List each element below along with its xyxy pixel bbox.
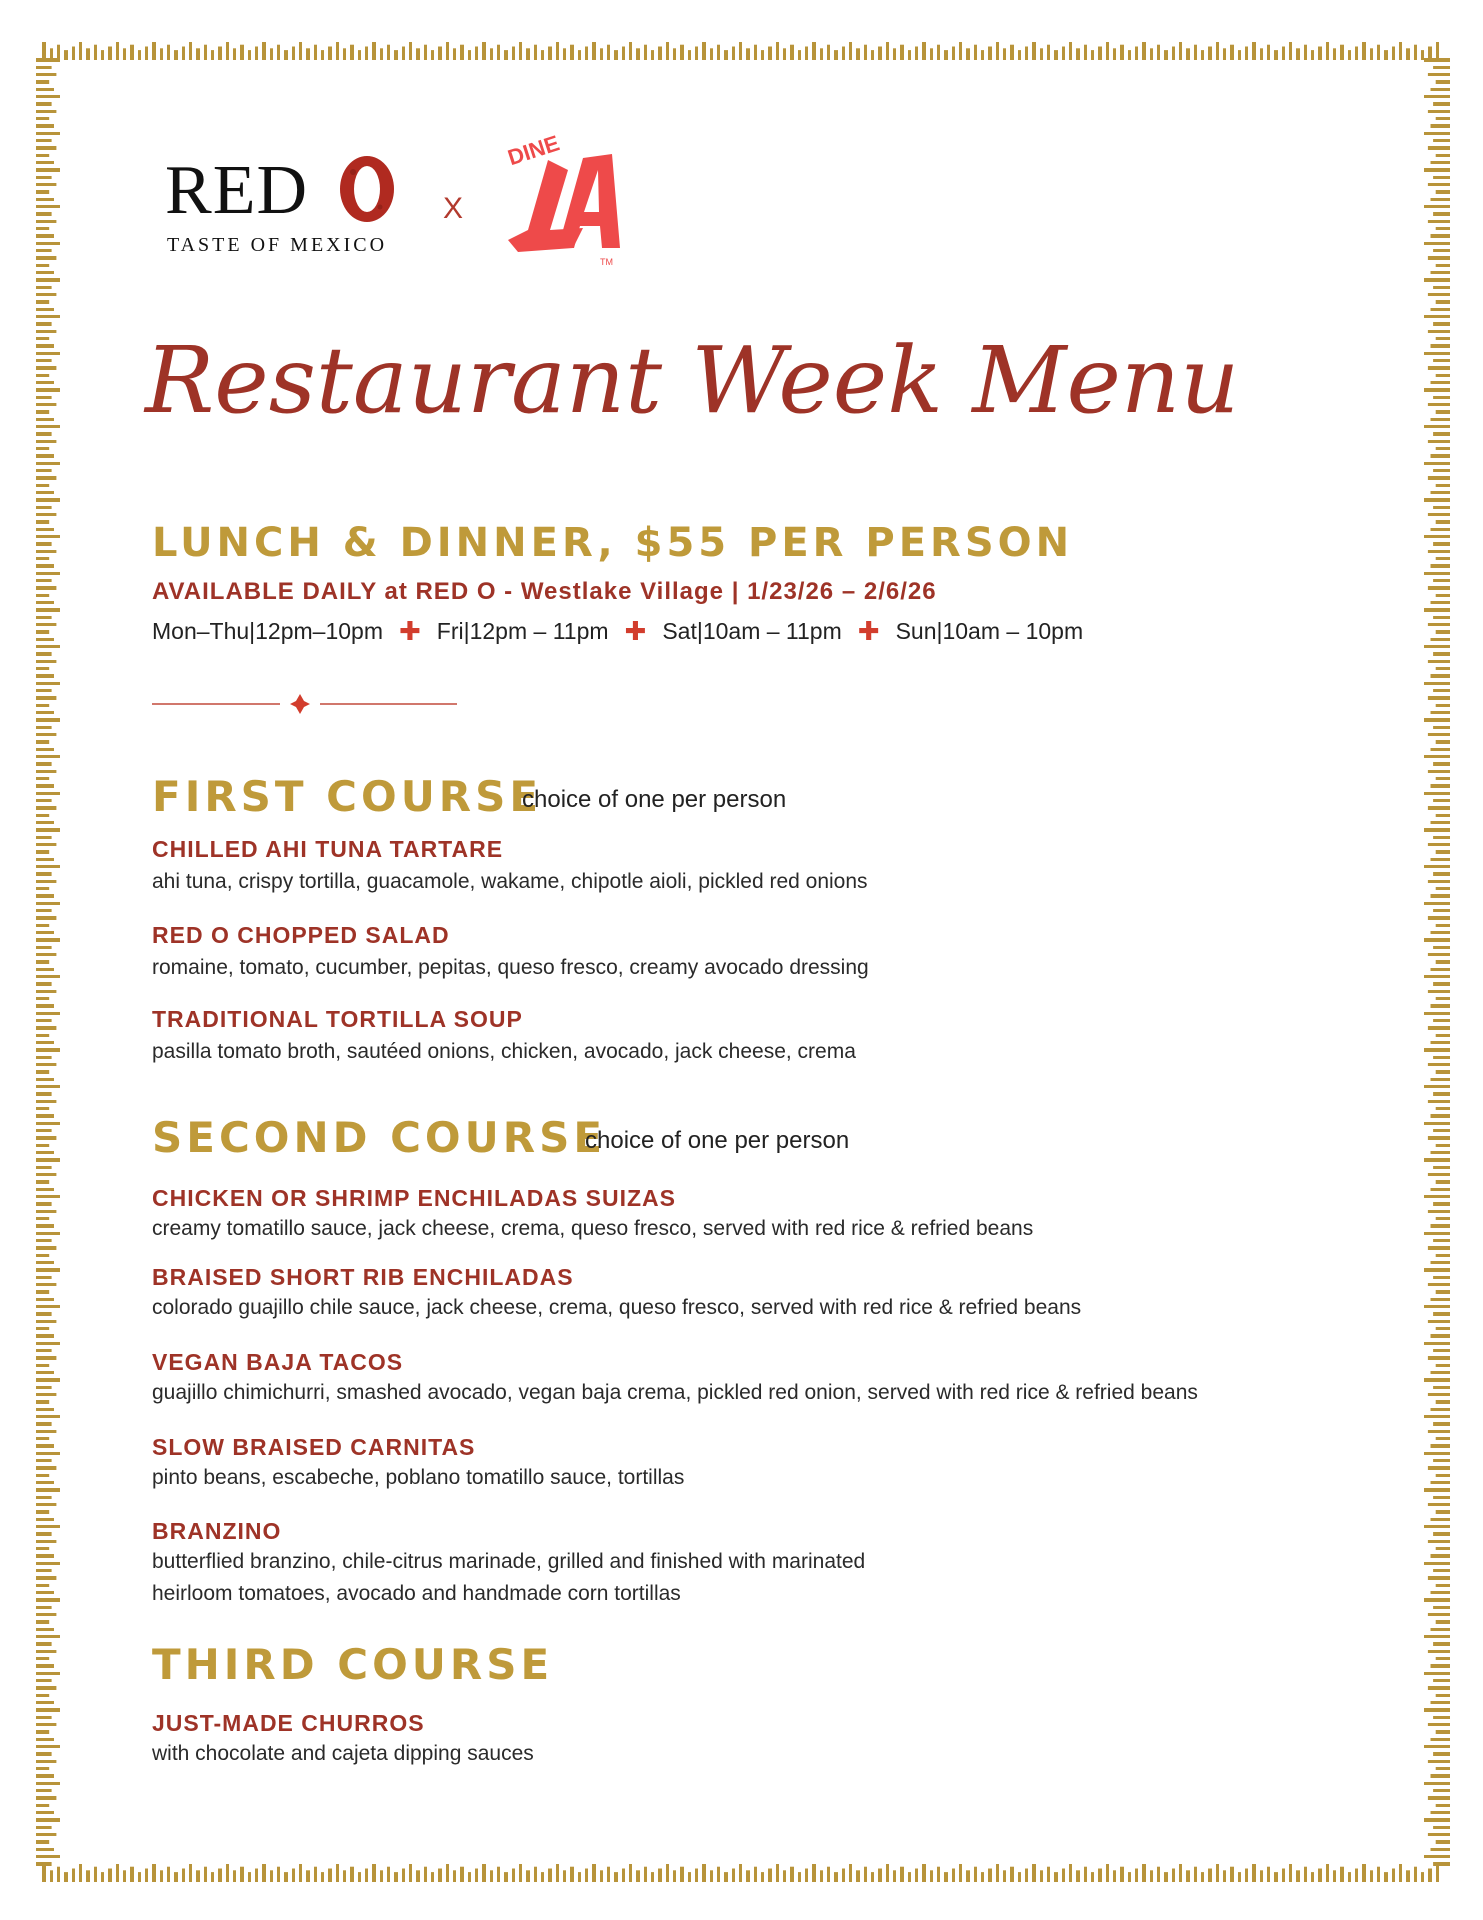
- border-bottom: [42, 1864, 1442, 1884]
- menu-item-name: JUST-MADE CHURROS: [152, 1710, 425, 1736]
- first-course-note: choice of one per person: [522, 786, 787, 813]
- first-course-title: FIRST COURSE: [152, 772, 543, 821]
- third-course-title: THIRD COURSE: [152, 1640, 554, 1689]
- border-left: [36, 58, 64, 1868]
- menu-item-name: BRANZINO: [152, 1518, 282, 1544]
- menu-item-desc: ahi tuna, crispy tortilla, guacamole, wakame, chipotle aioli, pickled red onions: [152, 870, 868, 893]
- red-o-logo: [163, 150, 413, 260]
- script-title-text: Restaurant Week Menu: [145, 327, 1240, 434]
- section-divider: [152, 692, 462, 716]
- svg-text:TM: TM: [600, 257, 613, 267]
- menu-item-desc: creamy tomatillo sauce, jack cheese, crema, queso fresco, served with red rice & refried beans: [152, 1217, 1034, 1240]
- border-top: [42, 42, 1442, 62]
- menu-item-name: RED O CHOPPED SALAD: [152, 922, 450, 948]
- border-right: [1420, 58, 1450, 1868]
- menu-item-desc: guajillo chimichurri, smashed avocado, vegan baja crema, pickled red onion, served with red rice & refried beans: [152, 1381, 1198, 1404]
- cross-separator-icon: ✚: [399, 616, 421, 646]
- hours-fri: Fri|12pm – 11pm: [436, 618, 609, 644]
- divider-cross-icon: [290, 694, 310, 714]
- hours-mon-thu: Mon–Thu|12pm–10pm: [152, 618, 383, 644]
- hours-sat: Sat|10am – 11pm: [662, 618, 842, 644]
- dine-la-logo: [488, 130, 648, 270]
- script-title: [145, 300, 1240, 450]
- hours-sun: Sun|10am – 10pm: [895, 618, 1084, 644]
- collab-symbol: X: [443, 192, 464, 225]
- menu-item-name: VEGAN BAJA TACOS: [152, 1349, 404, 1375]
- red-o-wordmark: RED: [165, 152, 308, 229]
- red-o-tagline: TASTE OF MEXICO: [167, 234, 388, 256]
- cross-separator-icon: ✚: [857, 616, 880, 646]
- red-o-letter-icon: [335, 152, 399, 226]
- menu-item-name: BRAISED SHORT RIB ENCHILADAS: [152, 1264, 574, 1290]
- menu-item-name: SLOW BRAISED CARNITAS: [152, 1434, 476, 1460]
- menu-item-desc: colorado guajillo chile sauce, jack cheese, crema, queso fresco, served with red rice & refried beans: [152, 1296, 1082, 1319]
- menu-item-name: CHICKEN OR SHRIMP ENCHILADAS SUIZAS: [152, 1185, 676, 1211]
- second-course-note: choice of one per person: [585, 1127, 850, 1154]
- hours-line: [152, 616, 1083, 647]
- menu-item-desc: heirloom tomatoes, avocado and handmade corn tortillas: [152, 1582, 681, 1605]
- menu-item-name: TRADITIONAL TORTILLA SOUP: [152, 1006, 523, 1032]
- availability-line: AVAILABLE DAILY at RED O - Westlake Village | 1/23/26 – 2/6/26: [152, 578, 937, 605]
- menu-item-desc: with chocolate and cajeta dipping sauces: [152, 1742, 534, 1765]
- menu-item-desc: butterflied branzino, chile-citrus marinade, grilled and finished with marinated: [152, 1550, 866, 1573]
- menu-item-desc: romaine, tomato, cucumber, pepitas, queso fresco, creamy avocado dressing: [152, 956, 869, 979]
- second-course-title: SECOND COURSE: [152, 1113, 607, 1162]
- price-headline: LUNCH & DINNER, $55 PER PERSON: [152, 520, 1074, 566]
- svg-text:DINE: DINE: [504, 130, 563, 171]
- menu-item-name: CHILLED AHI TUNA TARTARE: [152, 836, 504, 862]
- cross-separator-icon: ✚: [624, 616, 647, 646]
- menu-item-desc: pasilla tomato broth, sautéed onions, chicken, avocado, jack cheese, crema: [152, 1040, 856, 1063]
- menu-item-desc: pinto beans, escabeche, poblano tomatillo sauce, tortillas: [152, 1466, 685, 1489]
